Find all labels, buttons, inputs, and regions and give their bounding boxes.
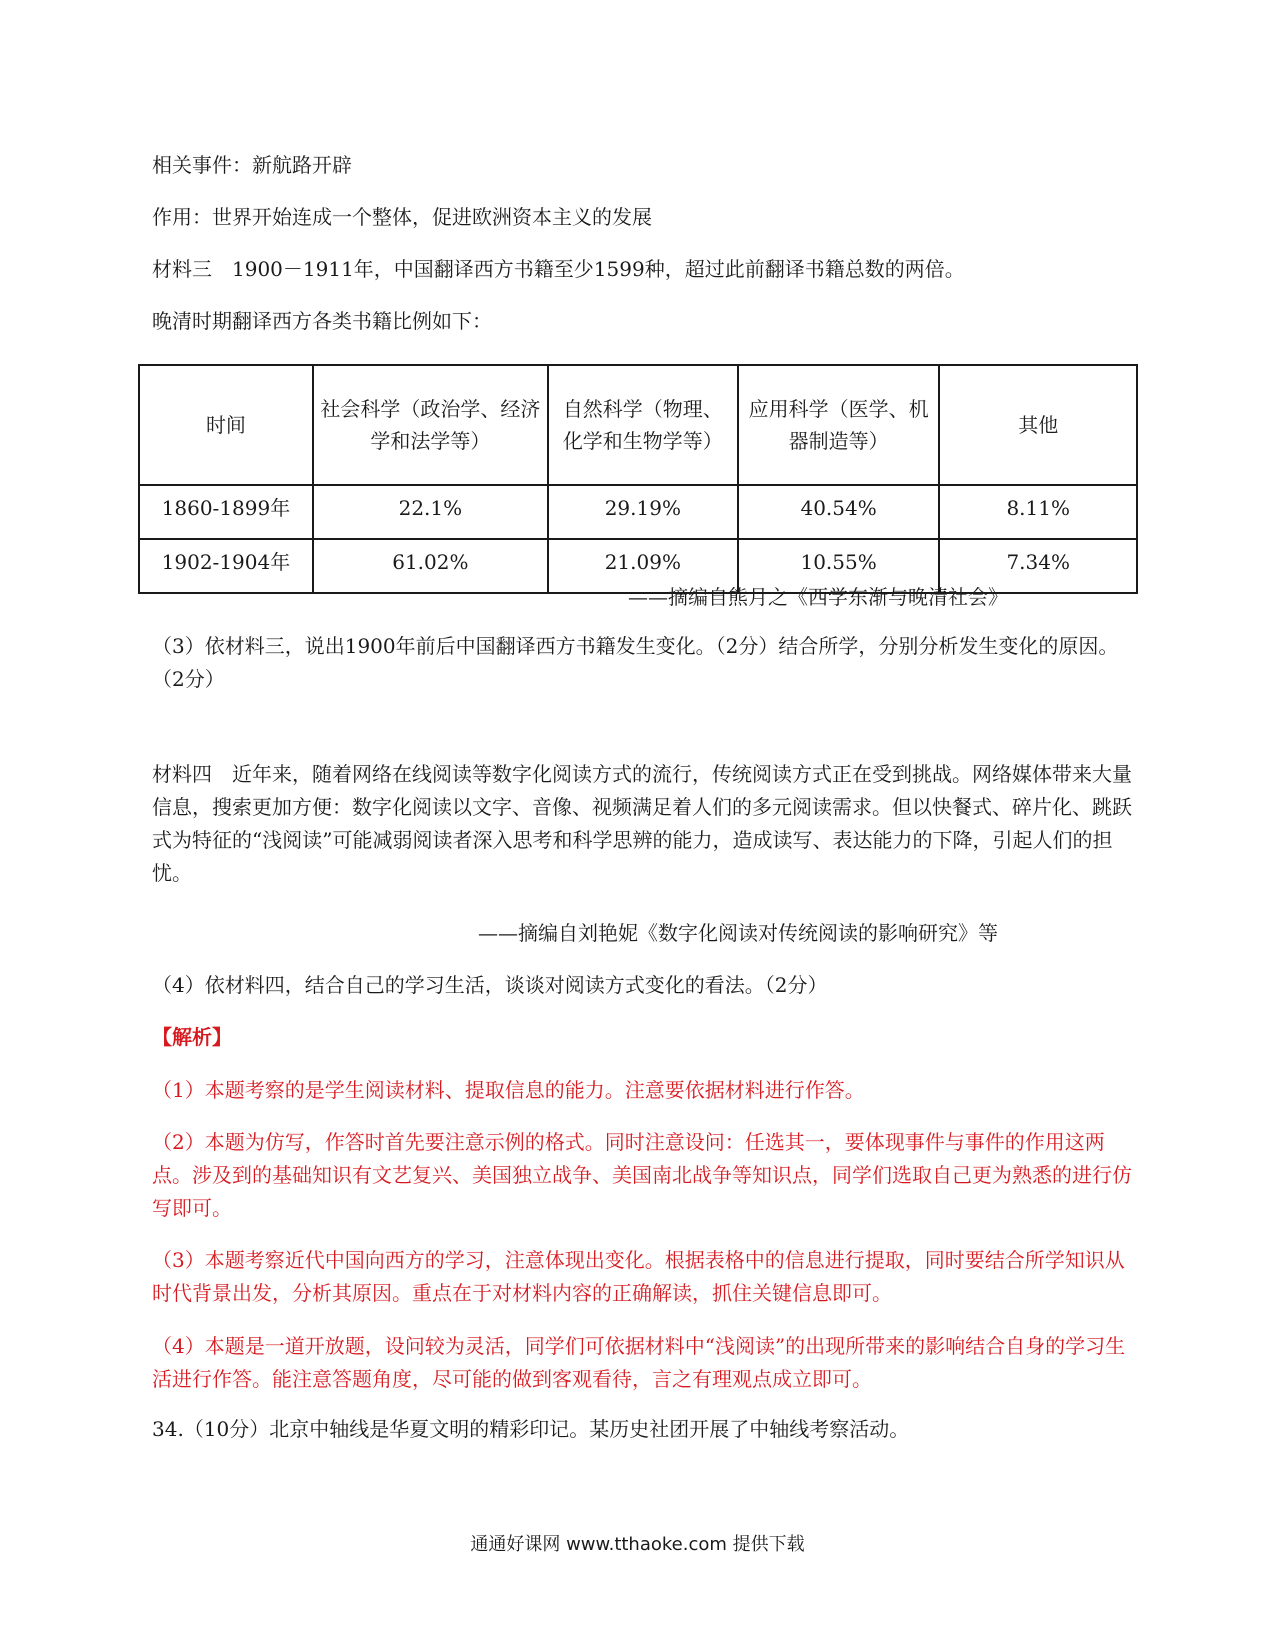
table-cell: 29.19% <box>548 485 738 539</box>
analysis-item-4: （4）本题是一道开放题，设问较为灵活，同学们可依据材料中“浅阅读”的出现所带来的影响结合自身的学习生活进行作答。能注意答题角度，尽可能的做到客观看待，言之有理观点成立即可。 <box>152 1334 1126 1391</box>
material-four-source: ——摘编自刘艳妮《数字化阅读对传统阅读的影响研究》等 <box>478 921 998 945</box>
table-cell: 61.02% <box>313 539 548 593</box>
ratio-intro-line: 晚清时期翻译西方各类书籍比例如下： <box>152 309 492 333</box>
table-header-cell: 其他 <box>939 365 1137 485</box>
effect-line: 作用：世界开始连成一个整体，促进欧洲资本主义的发展 <box>152 205 652 229</box>
table-cell: 21.09% <box>548 539 738 593</box>
question-four: （4）依材料四，结合自己的学习生活，谈谈对阅读方式变化的看法。（2分） <box>152 973 828 997</box>
related-event-line: 相关事件：新航路开辟 <box>152 153 352 177</box>
material-three-line: 材料三 1900－1911年，中国翻译西方书籍至少1599种，超过此前翻译书籍总数的两倍。 <box>152 257 965 281</box>
analysis-title: 【解析】 <box>152 1025 232 1049</box>
table-cell: 1860-1899年 <box>139 485 313 539</box>
table-header-cell: 社会科学（政治学、经济学和法学等） <box>313 365 548 485</box>
table-header-row <box>139 365 1137 485</box>
table-cell: 10.55% <box>738 539 940 593</box>
download-footer: 通通好课网 www.tthaoke.com 提供下载 <box>470 1534 805 1555</box>
table-cell: 40.54% <box>738 485 940 539</box>
translation-ratio-table <box>138 364 1138 594</box>
question-thirty-four: 34.（10分）北京中轴线是华夏文明的精彩印记。某历史社团开展了中轴线考察活动。 <box>152 1417 910 1441</box>
material-three-source: ——摘编自熊月之《西学东渐与晚清社会》 <box>628 585 1008 609</box>
question-three: （3）依材料三，说出1900年前后中国翻译西方书籍发生变化。（2分）结合所学，分别分析发生变化的原因。（2分） <box>152 634 1119 691</box>
table-header-cell: 应用科学（医学、机器制造等） <box>738 365 940 485</box>
material-four: 材料四 近年来，随着网络在线阅读等数字化阅读方式的流行，传统阅读方式正在受到挑战。网络媒体带来大量信息，搜索更加方便：数字化阅读以文字、音像、视频满足着人们的多元阅读需求。但以快餐式、碎片化、跳跃式为特征的“浅阅读”可能减弱阅读者深入思考和科学思辨的能力，造成读写、表达能力的下降，引起人们的担忧。 <box>152 762 1132 885</box>
table-cell: 22.1% <box>313 485 548 539</box>
analysis-item-1: （1）本题考察的是学生阅读材料、提取信息的能力。注意要依据材料进行作答。 <box>152 1078 865 1102</box>
analysis-item-2: （2）本题为仿写，作答时首先要注意示例的格式。同时注意设问：任选其一，要体现事件与事件的作用这两点。涉及到的基础知识有文艺复兴、美国独立战争、美国南北战争等知识点，同学们选取自己更为熟悉的进行仿写即可。 <box>152 1130 1132 1220</box>
table-header-cell: 自然科学（物理、化学和生物学等） <box>548 365 738 485</box>
analysis-item-3: （3）本题考察近代中国向西方的学习，注意体现出变化。根据表格中的信息进行提取，同时要结合所学知识从时代背景出发，分析其原因。重点在于对材料内容的正确解读，抓住关键信息即可。 <box>152 1248 1125 1305</box>
table-header-cell: 时间 <box>139 365 313 485</box>
table-cell: 7.34% <box>939 539 1137 593</box>
table-row <box>139 485 1137 539</box>
table-cell: 8.11% <box>939 485 1137 539</box>
table-cell: 1902-1904年 <box>139 539 313 593</box>
